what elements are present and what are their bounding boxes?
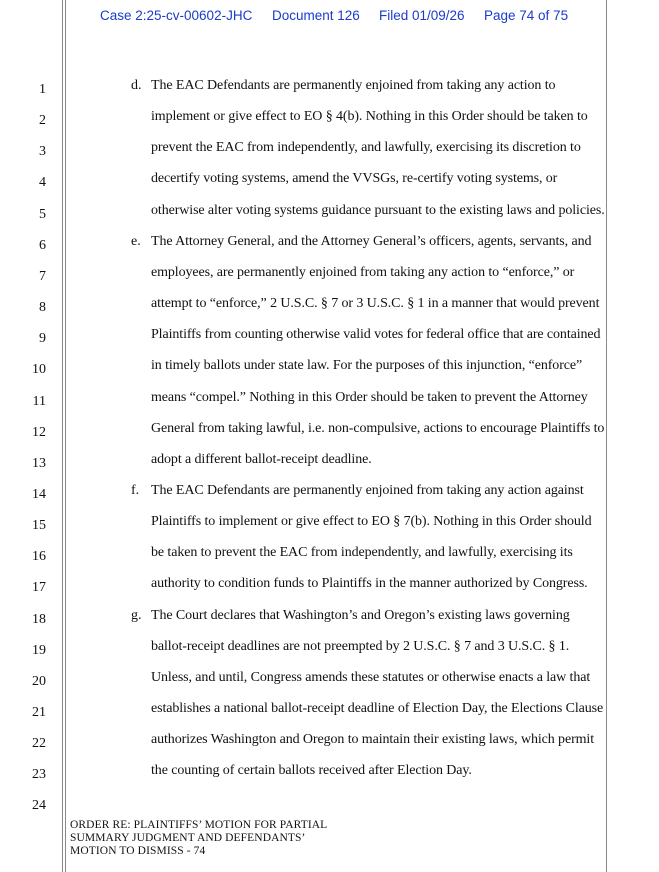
paragraph-marker: d. [131,78,142,93]
text-line: attempt to “enforce,” 2 U.S.C. § 7 or 3 U.S.C. § 1 in a manner that would prevent [151,296,600,312]
line-number: 4 [39,175,46,191]
line-number: 1 [39,82,46,97]
text-line: General from taking lawful, i.e. non-compulsive, actions to encourage Plaintiffs to [151,420,605,436]
text-line: ballot-receipt deadlines are not preempted by 2 U.S.C. § 7 and 3 U.S.C. § 1. [151,638,570,654]
text-line: authorizes Washington and Oregon to maintain their existing laws, which permit [151,732,594,748]
line-number: 12 [32,424,46,440]
text-line: establishes a national ballot-receipt deadline of Election Day, the Elections Clause [151,701,604,716]
text-line: be taken to prevent the EAC from independently, and lawfully, exercising its [151,545,573,561]
line-number: 18 [32,611,46,627]
text-line: The EAC Defendants are permanently enjoined from taking any action to [151,78,556,93]
line-number: 13 [32,455,46,471]
text-line: The Court declares that Washington’s and Oregon’s existing laws governing [151,607,570,623]
line-number: 23 [32,767,46,783]
footer-line-3: MOTION TO DISMISS - 74 [70,845,206,857]
line-number: 6 [39,237,46,253]
line-number: 2 [39,113,46,129]
line-number: 24 [32,798,46,814]
filed-date: Filed 01/09/26 [379,8,465,23]
page-indicator: Page 74 of 75 [484,8,569,23]
line-number: 21 [32,705,46,720]
line-number: 22 [32,736,46,752]
text-line: employees, are permanently enjoined from taking any action to “enforce,” or [151,264,575,280]
line-number: 20 [32,673,46,689]
text-line: decertify voting systems, amend the VVSGs, re-certify voting systems, or [151,171,558,187]
line-number: 15 [32,518,46,534]
document-footer [70,819,327,858]
text-line: prevent the EAC from independently, and lawfully, exercising its discretion to [151,140,581,156]
case-number: Case 2:25-cv-00602-JHC [100,8,253,23]
line-number: 3 [39,144,46,160]
document-number: Document 126 [272,8,360,23]
line-number: 5 [39,206,46,222]
text-line: adopt a different ballot-receipt deadline. [151,451,372,467]
text-line: means “compel.” Nothing in this Order should be taken to prevent the Attorney [151,389,588,405]
line-number: 14 [32,486,46,502]
text-line: Plaintiffs to implement or give effect to EO § 7(b). Nothing in this Order should [151,514,592,530]
line-number: 7 [39,268,46,284]
line-number: 11 [32,393,46,409]
paragraph-marker: e. [131,233,141,249]
line-number: 19 [32,642,46,658]
text-line: The Attorney General, and the Attorney General’s officers, agents, servants, and [151,233,592,249]
line-number: 16 [32,549,46,565]
text-line: the counting of certain ballots received after Election Day. [151,763,472,779]
text-line: Plaintiffs from counting otherwise valid votes for federal office that are contained [151,327,601,343]
paragraph-marker: f. [131,482,140,498]
footer-line-2: SUMMARY JUDGMENT AND DEFENDANTS’ [70,832,306,844]
right-margin-rule [606,0,607,872]
line-number: 10 [32,362,46,378]
footer-line-1: ORDER RE: PLAINTIFFS’ MOTION FOR PARTIAL [70,819,328,831]
text-line: The EAC Defendants are permanently enjoined from taking any action against [151,482,584,498]
text-line: Unless, and until, Congress amends these statutes or otherwise enacts a law that [151,669,591,685]
text-line: authority to condition funds to Plaintiffs in the manner authorized by Congress. [151,576,588,592]
left-margin-rule-inner [65,0,66,872]
line-number: 9 [39,331,46,347]
text-line: otherwise alter voting systems guidance pursuant to the existing laws and policies. [151,202,605,218]
text-line: implement or give effect to EO § 4(b). Nothing in this Order should be taken to [151,109,588,125]
line-number: 8 [39,300,46,316]
left-margin-rule-outer [62,0,63,872]
line-number: 17 [32,580,46,596]
text-line: in timely ballots under state law. For the purposes of this injunction, “enforce” [151,358,583,374]
paragraph-marker: g. [131,607,142,623]
